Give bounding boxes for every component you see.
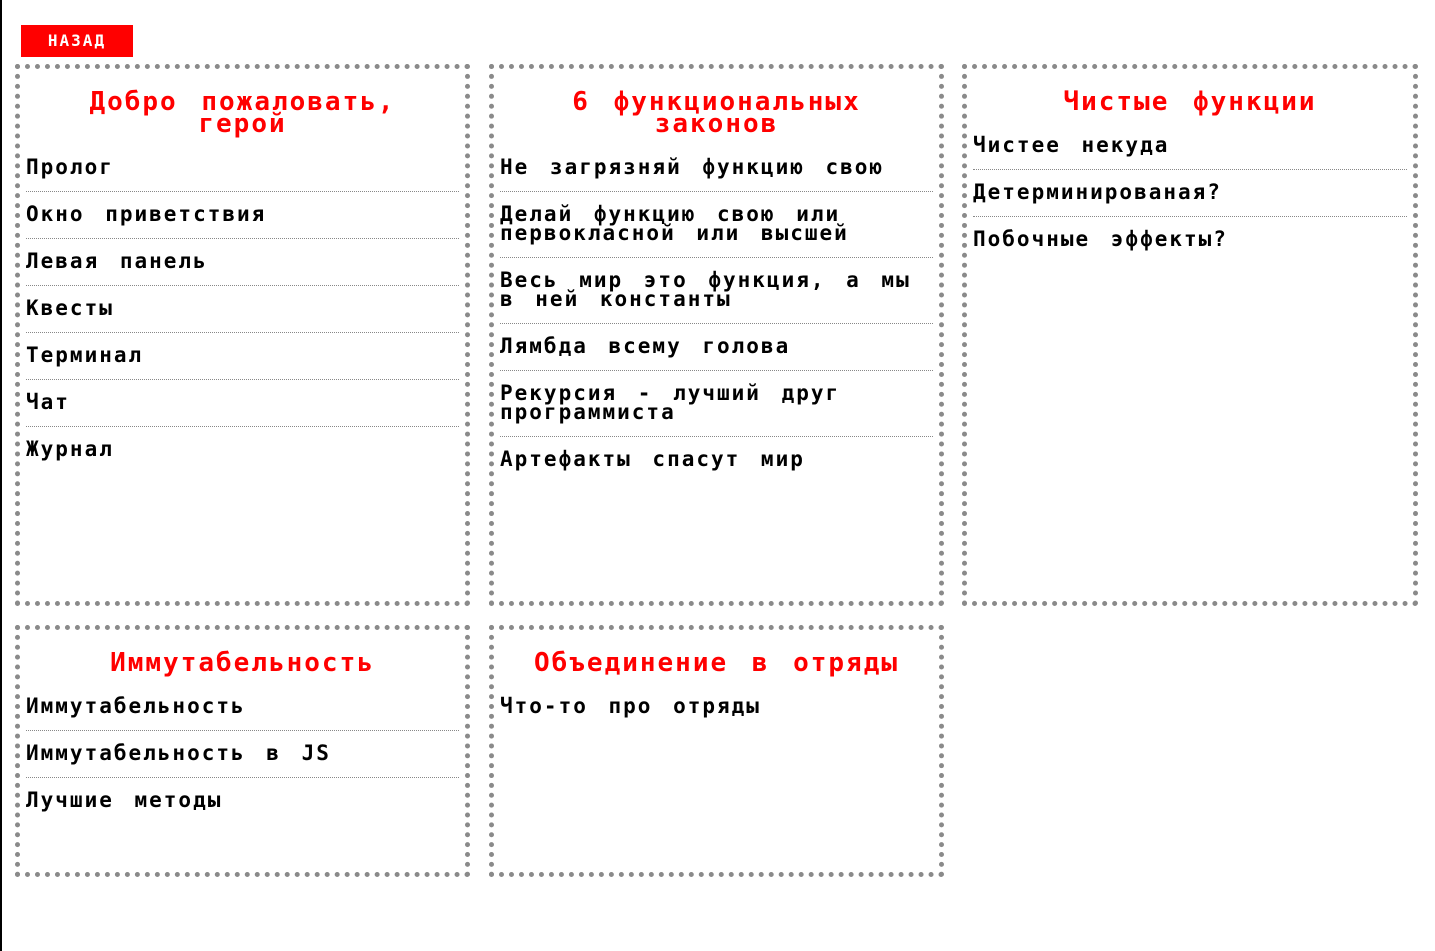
card-functional-laws [489,64,944,606]
lesson-item-quests[interactable]: Квесты [26,286,459,333]
lesson-item-law-3[interactable]: Весь мир это функция, а мы в ней константы [500,258,933,324]
lesson-item-prologue[interactable]: Пролог [26,145,459,192]
card-welcome [15,64,470,606]
lesson-item-terminal[interactable]: Терминал [26,333,459,380]
lesson-item-law-2[interactable]: Делай функцию свою или первокласной или высшей [500,192,933,258]
window-left-edge [0,0,2,951]
lesson-list [20,684,465,824]
lesson-item-law-4[interactable]: Лямбда всему голова [500,324,933,371]
card-pure-functions [962,64,1418,606]
card-squads [489,625,944,877]
lesson-list [967,123,1413,263]
lesson-item-left-panel[interactable]: Левая панель [26,239,459,286]
lesson-item-side-effects[interactable]: Побочные эффекты? [973,227,1228,251]
card-immutability [15,625,470,877]
back-button[interactable]: НАЗАД [21,25,133,57]
lesson-item-immutability-js[interactable]: Иммутабельность в JS [26,731,459,778]
lesson-list [494,684,939,730]
lesson-item-welcome-window[interactable]: Окно приветствия [26,192,459,239]
lesson-item-law-1[interactable]: Не загрязняй функцию свою [500,145,933,192]
lesson-item-best-methods[interactable]: Лучшие методы [26,788,223,812]
lesson-item-law-5[interactable]: Рекурсия - лучший друг программиста [500,371,933,437]
card-title: Иммутабельность [110,648,375,678]
card-title: 6 функциональных законов [572,87,861,139]
lesson-item-journal[interactable]: Журнал [26,437,114,461]
lesson-list [20,145,465,473]
lesson-item-chat[interactable]: Чат [26,380,459,427]
lesson-item-purest[interactable]: Чистее некуда [973,123,1407,170]
lesson-item-deterministic[interactable]: Детерминированая? [973,170,1407,217]
lesson-item-squads[interactable]: Что-то про отряды [500,694,761,718]
card-title: Объединение в отряды [533,648,900,678]
card-title: Добро пожаловать, герой [89,87,396,139]
card-title: Чистые функции [1063,87,1317,117]
lesson-item-law-6[interactable]: Артефакты спасут мир [500,447,805,471]
lesson-list [494,145,939,483]
lesson-item-immutability[interactable]: Иммутабельность [26,684,459,731]
